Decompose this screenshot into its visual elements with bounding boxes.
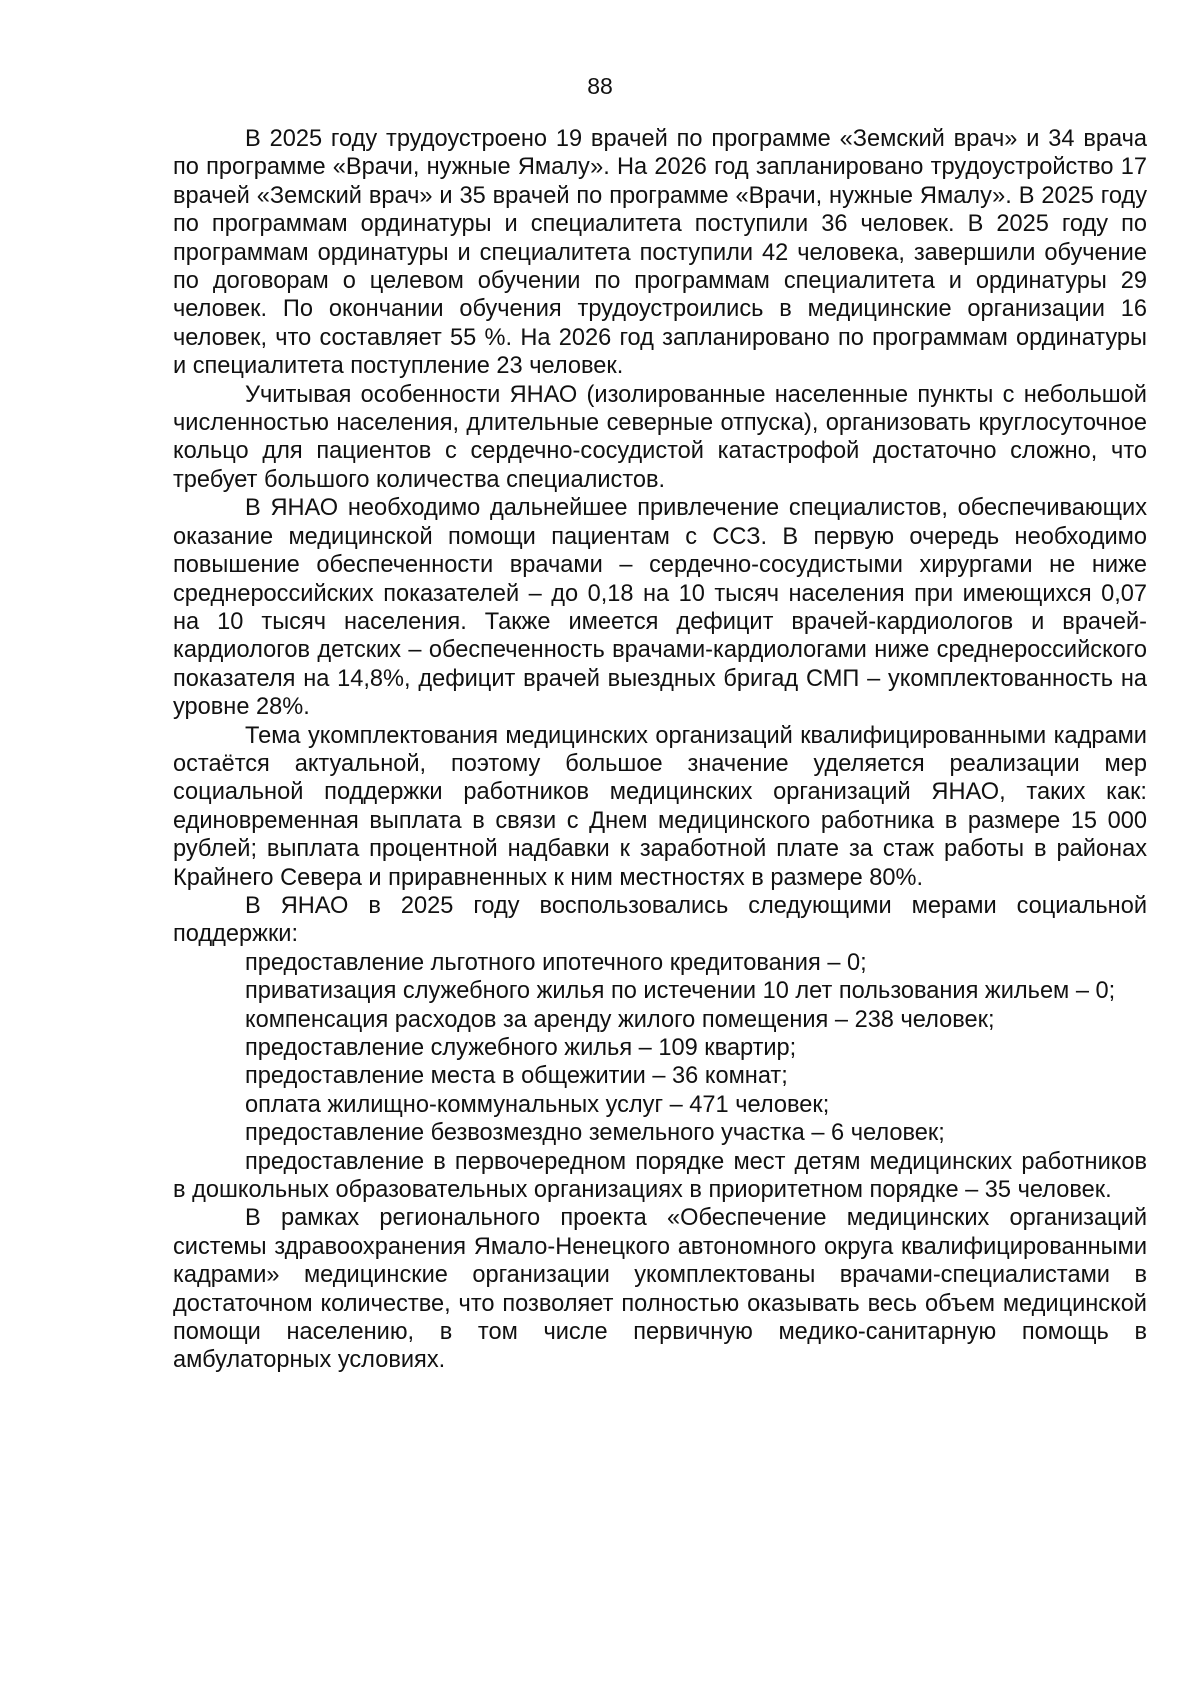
paragraph-regional-project: В рамках регионального проекта «Обеспечение медицинских организаций системы здравоохранения Ямало-Ненецкого автономного округа квалифицированными кадрами» медицинские организации укомплектованы врачами-специалистами в достаточном количестве, что позволяет полностью оказывать весь объем медицинской помощи населению, в том числе первичную медико-санитарную помощь в амбулаторных условиях. bbox=[173, 1205, 1147, 1374]
list-item-land-plot: предоставление безвозмездно земельного участка – 6 человек; bbox=[245, 1120, 945, 1147]
paragraph-yanao-specifics: Учитывая особенности ЯНАО (изолированные населенные пункты с небольшой численностью населения, длительные северные отпуска), организовать круглосуточное кольцо для пациентов с сердечно-сосудистой катастрофой достаточно сложно, что требует большого количества специалистов. bbox=[173, 381, 1147, 493]
page-number: 88 bbox=[587, 73, 613, 99]
paragraph-specialist-shortage: В ЯНАО необходимо дальнейшее привлечение специалистов, обеспечивающих оказание медицинской помощи пациентам с ССЗ. В первую очередь необходимо повышение обеспеченности врачами – сердечно-сосудистыми хирургами не ниже среднероссийских показателей – до 0,18 на 10 тысяч населения при имеющихся 0,07 на 10 тысяч населения. Также имеется дефицит врачей-кардиологов и врачей-кардиологов детских – обеспеченность врачами-кардиологами ниже среднероссийского показателя на 14,8%, дефицит врачей выездных бригад СМП – укомплектованность на уровне 28%. bbox=[173, 495, 1147, 721]
list-item-privatization: приватизация служебного жилья по истечении 10 лет пользования жильем – 0; bbox=[245, 978, 1116, 1005]
paragraph-staffing-support: Тема укомплектования медицинских организаций квалифицированными кадрами остаётся актуальной, поэтому большое значение уделяется реализации мер социальной поддержки работников медицинских организаций ЯНАО, таких как: единовременная выплата в связи с Днем медицинского работника в размере 15 000 рублей; выплата процентной надбавки к заработной плате за стаж работы в районах Крайнего Севера и приравненных к ним местностях в размере 80%. bbox=[173, 722, 1147, 891]
list-item-dormitory: предоставление места в общежитии – 36 комнат; bbox=[245, 1063, 788, 1090]
paragraph-employment-programs: В 2025 году трудоустроено 19 врачей по программе «Земский врач» и 34 врача по программе «Врачи, нужные Ямалу». На 2026 год запланировано трудоустройство 17 врачей «Земский врач» и 35 врачей по программе «Врачи, нужные Ямалу». В 2025 году по программам ординатуры и специалитета поступили 36 человек. В 2025 году по программам ординатуры и специалитета поступили 42 человека, завершили обучение по договорам о целевом обучении по программам специалитета и ординатуры 29 человек. По окончании обучения трудоустроились в медицинские организации 16 человек, что составляет 55 %. На 2026 год запланировано по программам ординатуры и специалитета поступление 23 человек. bbox=[173, 126, 1147, 380]
list-item-service-housing: предоставление служебного жилья – 109 квартир; bbox=[245, 1035, 797, 1061]
paragraph-support-measures-intro: В ЯНАО в 2025 году воспользовались следующими мерами социальной поддержки: bbox=[173, 892, 1147, 948]
document-body bbox=[173, 125, 1147, 1375]
list-item-utilities: оплата жилищно-коммунальных услуг – 471 человек; bbox=[245, 1091, 830, 1118]
list-item-kindergarten: предоставление в первочередном порядке мест детям медицинских работников в дошкольных образовательных организациях в приоритетном порядке – 35 человек. bbox=[173, 1148, 1147, 1204]
list-item-mortgage: предоставление льготного ипотечного кредитования – 0; bbox=[245, 949, 867, 976]
list-item-rent-compensation: компенсация расходов за аренду жилого помещения – 238 человек; bbox=[245, 1006, 995, 1033]
